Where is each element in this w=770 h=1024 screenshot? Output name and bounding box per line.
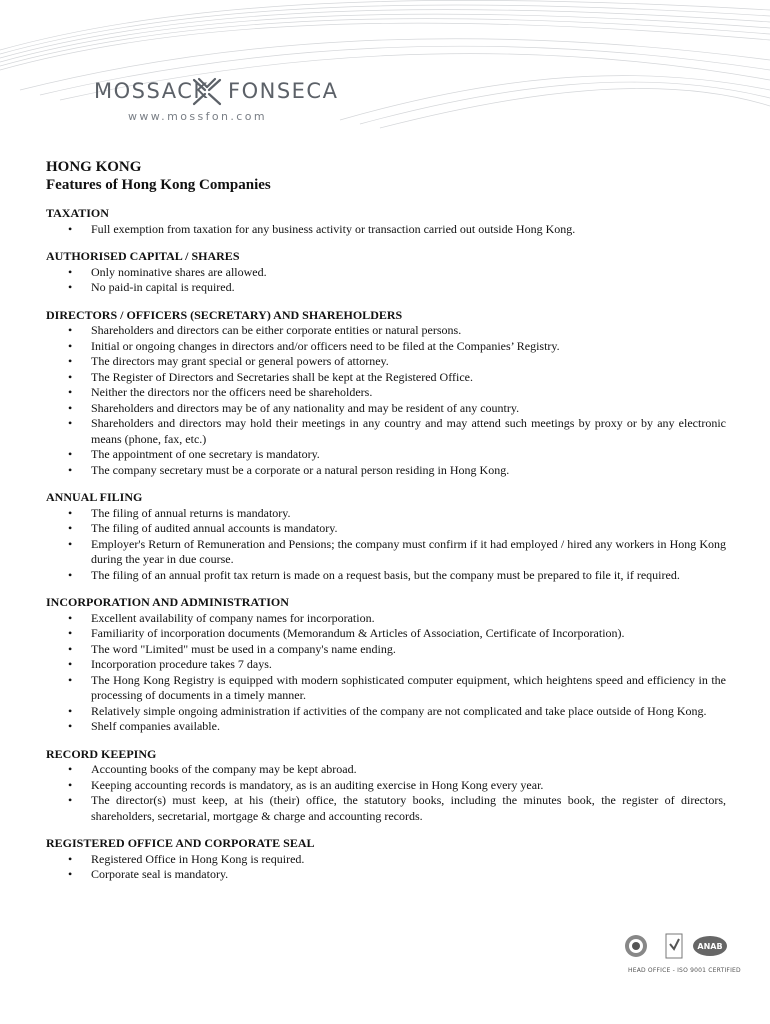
section-incorporation-administration — [46, 595, 726, 735]
list-item: • The company secretary must be a corporate or a natural person residing in Hong Kong. — [46, 463, 726, 479]
bullet-list — [46, 506, 726, 584]
list-item: • Incorporation procedure takes 7 days. — [46, 657, 726, 673]
list-item: • Initial or ongoing changes in directors and/or officers need to be filed at the Companies’ Registry. — [46, 339, 726, 355]
list-item: • The directors may grant special or general powers of attorney. — [46, 354, 726, 370]
svg-text:ANAB: ANAB — [697, 942, 723, 951]
certification-caption: HEAD OFFICE - ISO 9001 CERTIFIED — [628, 967, 741, 974]
list-item: • Employer's Return of Remuneration and Pensions; the company must confirm if it had employed / hired any workers in Hong Kong during the year in due course. — [46, 537, 726, 568]
section-annual-filing — [46, 490, 726, 583]
list-item: • Excellent availability of company names for incorporation. — [46, 611, 726, 627]
section-record-keeping — [46, 747, 726, 825]
list-item: • Corporate seal is mandatory. — [46, 867, 726, 883]
document-subtitle: Features of Hong Kong Companies — [46, 177, 271, 193]
header-wave-decoration — [0, 0, 770, 140]
list-item: • Only nominative shares are allowed. — [46, 265, 726, 281]
list-item: • The filing of annual returns is mandatory. — [46, 506, 726, 522]
bullet-list — [46, 762, 726, 824]
section-heading: RECORD KEEPING — [46, 746, 157, 761]
list-item: • Registered Office in Hong Kong is required. — [46, 852, 726, 868]
section-taxation — [46, 206, 726, 237]
list-item: • The Register of Directors and Secretaries shall be kept at the Registered Office. — [46, 370, 726, 386]
list-item: • Familiarity of incorporation documents (Memorandum & Articles of Association, Certificate of Incorporation). — [46, 626, 726, 642]
list-item: • The appointment of one secretary is mandatory. — [46, 447, 726, 463]
list-item: • Shelf companies available. — [46, 719, 726, 735]
list-item: • The filing of an annual profit tax return is made on a request basis, but the company must be prepared to file it, if required. — [46, 568, 726, 584]
certification-badge-icon — [666, 934, 682, 958]
section-directors-officers — [46, 308, 726, 479]
list-item: • Full exemption from taxation for any business activity or transaction carried out outside Hong Kong. — [46, 222, 726, 238]
document-body — [46, 158, 726, 895]
iso-seal-icon — [625, 935, 647, 957]
anab-logo-icon — [693, 936, 727, 956]
list-item: • Keeping accounting records is mandatory, as is an auditing exercise in Hong Kong every year. — [46, 778, 726, 794]
section-heading: DIRECTORS / OFFICERS (SECRETARY) AND SHAREHOLDERS — [46, 307, 403, 322]
section-authorised-capital — [46, 249, 726, 296]
section-heading: REGISTERED OFFICE AND CORPORATE SEAL — [46, 836, 315, 850]
list-item: • The Hong Kong Registry is equipped with modern sophisticated computer equipment, which heightens speed and efficiency in the processing of documents in a timely manner. — [46, 673, 726, 704]
bullet-list — [46, 323, 726, 478]
list-item: • Shareholders and directors may hold their meetings in any country and may attend such meetings by proxy or by any electronic means (phone, fax, etc.) — [46, 416, 726, 447]
list-item: • The director(s) must keep, at his (their) office, the statutory books, including the minutes book, the register of directors, shareholders, secretarial, mortgage & charge and accounting records. — [46, 793, 726, 824]
bullet-list — [46, 611, 726, 735]
list-item: • The word "Limited" must be used in a company's name ending. — [46, 642, 726, 658]
list-item: • Shareholders and directors may be of any nationality and may be resident of any country. — [46, 401, 726, 417]
website-url: www.mossfon.com — [128, 110, 267, 123]
bullet-list — [46, 852, 726, 883]
brand-name-right: FONSECA — [228, 79, 339, 103]
brand-name-left: MOSSACK — [94, 79, 209, 103]
list-item: • The filing of audited annual accounts is mandatory. — [46, 521, 726, 537]
section-heading: ANNUAL FILING — [46, 490, 143, 504]
list-item: • No paid-in capital is required. — [46, 280, 726, 296]
list-item: • Shareholders and directors can be either corporate entities or natural persons. — [46, 323, 726, 339]
section-heading: TAXATION — [46, 206, 109, 220]
list-item: • Relatively simple ongoing administration if activities of the company are not complicated and take place outside of Hong Kong. — [46, 704, 726, 720]
document-title: HONG KONG — [46, 159, 142, 175]
bullet-list — [46, 265, 726, 296]
list-item: • Neither the directors nor the officers need be shareholders. — [46, 385, 726, 401]
list-item: • Accounting books of the company may be kept abroad. — [46, 762, 726, 778]
bullet-list — [46, 222, 726, 238]
section-heading: INCORPORATION AND ADMINISTRATION — [46, 595, 289, 609]
section-registered-office-seal — [46, 836, 726, 883]
mossack-fonseca-logo-icon — [190, 76, 224, 108]
section-heading: AUTHORISED CAPITAL / SHARES — [46, 249, 240, 263]
